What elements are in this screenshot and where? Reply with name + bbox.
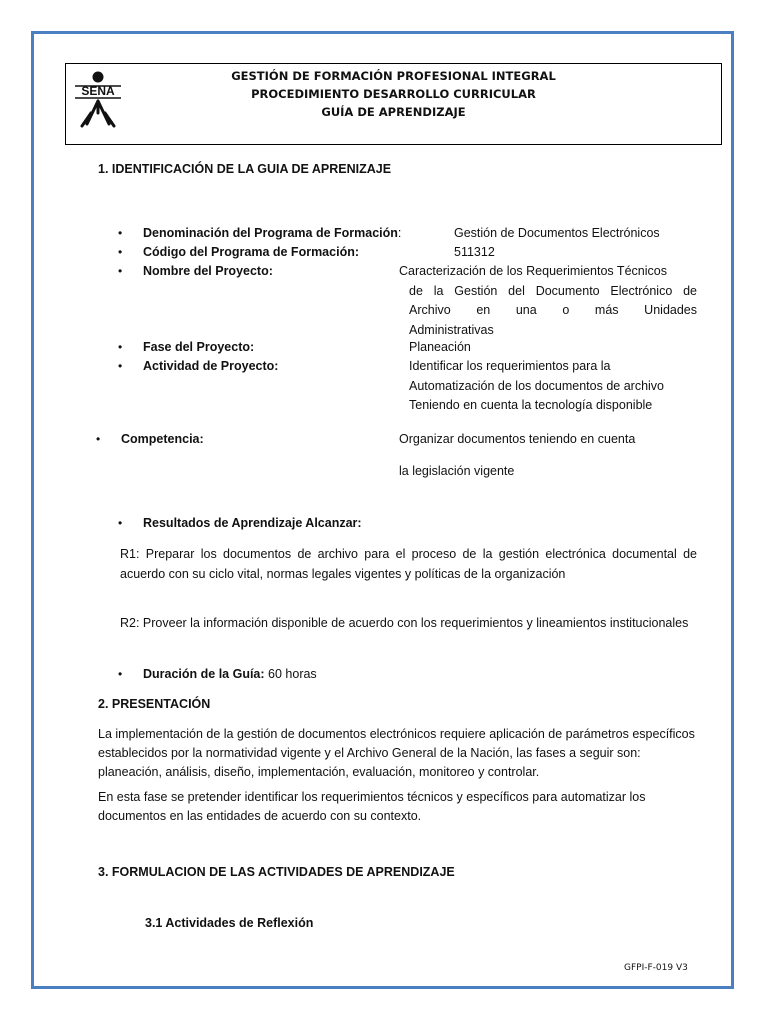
section-3-1-subtitle: 3.1 Actividades de Reflexión <box>145 916 314 930</box>
denominacion-value: Gestión de Documentos Electrónicos <box>454 226 660 240</box>
header-line-1: GESTIÓN DE FORMACIÓN PROFESIONAL INTEGRAL <box>231 69 556 83</box>
fase-label: Fase del Proyecto: <box>143 340 255 354</box>
section-1-title: 1. IDENTIFICACIÓN DE LA GUIA DE APRENIZAJE <box>98 162 392 176</box>
actividad-label: Actividad de Proyecto: <box>143 359 279 373</box>
bullet-icon: • <box>118 359 123 373</box>
nombre-line: Administrativas <box>409 322 494 337</box>
denominacion-colon: : <box>397 226 402 240</box>
section-3-title: 3. FORMULACION DE LAS ACTIVIDADES DE APRENDIZAJE <box>98 865 455 879</box>
header-titles <box>66 67 721 121</box>
presentacion-paragraph-2: En esta fase se pretender identificar los requerimientos técnicos y específicos para automatizar los documentos en las entidades de acuerdo con su contexto. <box>98 790 646 823</box>
competencia-label: Competencia: <box>121 432 204 446</box>
bullet-icon: • <box>118 264 123 278</box>
bullet-icon: • <box>118 226 123 240</box>
codigo-label: Código del Programa de Formación: <box>143 245 359 259</box>
nombre-line: Archivo en una o más Unidades <box>409 303 697 317</box>
nombre-label: Nombre del Proyecto: <box>143 264 273 278</box>
denominacion-label: Denominación del Programa de Formación <box>143 226 398 240</box>
actividad-value <box>409 357 664 416</box>
denominacion-label-row <box>143 224 401 244</box>
bullet-icon: • <box>118 516 123 530</box>
header-line-3: GUÍA DE APRENDIZAJE <box>321 105 466 119</box>
competencia-line-1: Organizar documentos teniendo en cuenta <box>399 432 636 446</box>
bullet-icon: • <box>118 340 123 354</box>
document-header <box>65 63 722 145</box>
competencia-line-2: la legislación vigente <box>399 464 515 478</box>
nombre-line: de la Gestión del Documento Electrónico de <box>409 283 697 298</box>
form-code: GFPI-F-019 V3 <box>624 963 688 973</box>
resultado-r2: R2: Proveer la información disponible de acuerdo con los requerimientos y lineamientos institucionales <box>120 616 689 630</box>
sena-logo-text: SENA <box>81 84 115 98</box>
resultado-r1: R1: Preparar los documentos de archivo para el proceso de la gestión electrónica documental de acuerdo con su ciclo vital, normas legales vigentes y políticas de la organización <box>120 547 697 581</box>
codigo-value: 511312 <box>454 245 495 259</box>
bullet-icon: • <box>118 245 123 259</box>
bullet-icon: • <box>118 667 123 681</box>
bullet-icon: • <box>96 432 101 446</box>
fase-value: Planeación <box>409 340 471 354</box>
actividad-line: Automatización de los documentos de archivo <box>409 378 665 393</box>
actividad-line: Teniendo en cuenta la tecnología disponible <box>409 398 653 412</box>
resultados-label: Resultados de Aprendizaje Alcanzar: <box>143 516 362 530</box>
header-line-2: PROCEDIMIENTO DESARROLLO CURRICULAR <box>251 87 536 101</box>
duracion-value: 60 horas <box>264 667 317 681</box>
presentacion-paragraph-1: La implementación de la gestión de documentos electrónicos requiere aplicación de parámetros específicos establecidos por la normatividad vigente y el Archivo General de la Nación, las fases a seguir son: planeación, análisis, diseño, implementación, evaluación, monitoreo y controlar. <box>98 727 695 779</box>
duracion-label: Duración de la Guía: <box>143 667 265 681</box>
actividad-line: Identificar los requerimientos para la <box>409 359 611 373</box>
nombre-value <box>399 262 697 340</box>
duracion-row <box>143 665 317 685</box>
nombre-line: Caracterización de los Requerimientos Técnicos <box>399 264 667 278</box>
section-2-title: 2. PRESENTACIÓN <box>98 697 211 711</box>
